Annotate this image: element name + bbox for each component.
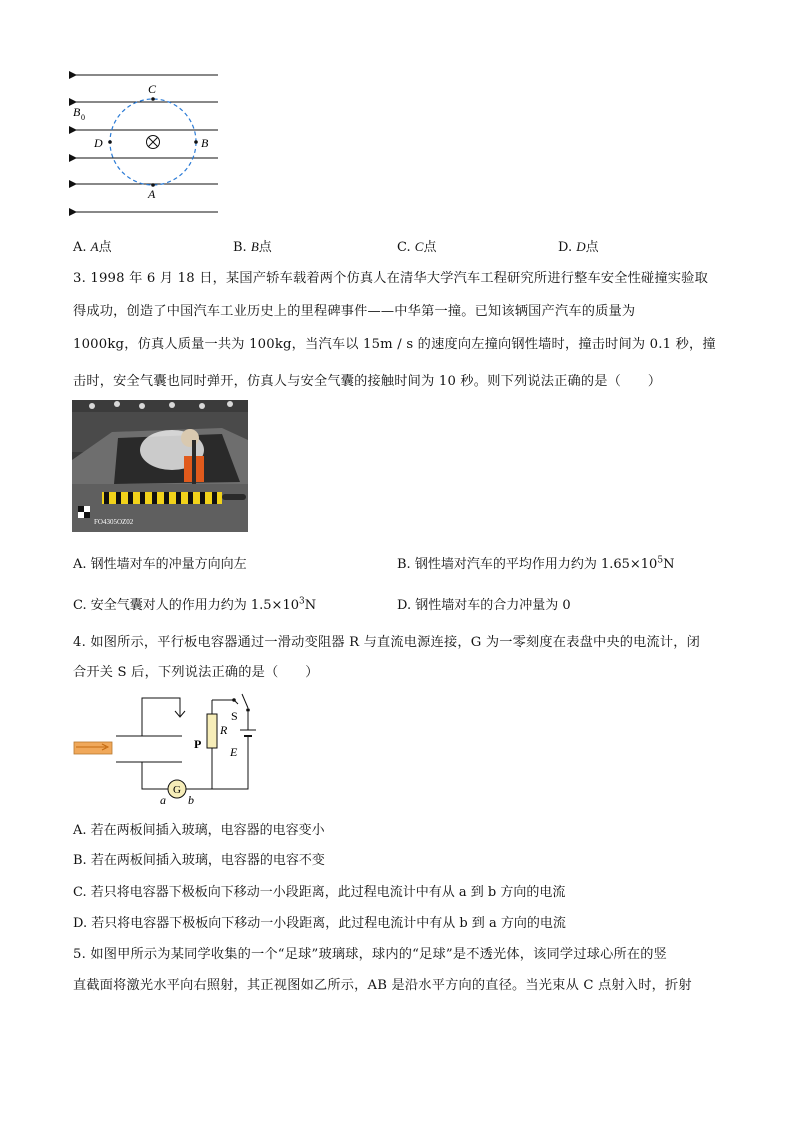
switch-blade (242, 694, 248, 708)
q3-line-2: 得成功，创造了中国汽车工业历史上的里程碑事件——中华第一撞。已知该辆国产汽车的质量为 (73, 304, 636, 319)
q3-line-3: 1000kg，仿真人质量一共为 100kg，当汽车以 15m / s 的速度向左撞向钢性墙时，撞击时间为 0.1 秒，撞 (73, 337, 716, 352)
q3-option-d[interactable]: D. 钢性墙对车的合力冲量为 0 (397, 598, 571, 613)
q4-line-2: 合开关 S 后，下列说法正确的是（ ） (73, 665, 319, 680)
q2-option-a[interactable]: A. A点 (73, 239, 112, 255)
label-A: A (148, 187, 156, 201)
q3-option-b[interactable]: B. 钢性墙对汽车的平均作用力约为 $1.65\times 10^5N$ (397, 555, 675, 572)
q2-option-c[interactable]: C. C点 (397, 239, 437, 255)
photo-code: FO4305OZ02 (94, 518, 134, 526)
target-marker (78, 506, 90, 518)
door-handle (222, 494, 246, 500)
q3-option-c[interactable]: C. 安全气囊对人的作用力约为 $1.5\times 10^3N$ (73, 596, 317, 613)
point-B (194, 140, 198, 144)
label-S: S (231, 709, 238, 723)
q2-option-d[interactable]: D. D点 (558, 239, 599, 255)
q4-option-b[interactable]: B. 若在两板间插入玻璃，电容器的电容不变 (73, 853, 325, 868)
capacitor-circuit-figure (70, 690, 270, 808)
q5-line-2: 直截面将激光水平向右照射，其正视图如乙所示，AB 是沿水平方向的直径。当光束从 C 点射入时，折射 (73, 978, 692, 993)
dummy-head (181, 429, 199, 447)
label-B0: B (73, 105, 81, 119)
b-pillar (192, 440, 196, 486)
q5-line-1: 5. 如图甲所示为某同学收集的一个“足球”玻璃球，球内的“足球”是不透光体，该同学过球心所在的竖 (73, 947, 668, 962)
point-C (151, 97, 155, 101)
into-page-symbol (147, 136, 160, 149)
crash-test-photo (72, 400, 248, 532)
crash-photo-drawing (72, 400, 248, 532)
q4-option-d[interactable]: D. 若只将电容器下极板向下移动一小段距离，此过程电流计中有从 b 到 a 方向的电流 (73, 916, 566, 931)
q3-option-a[interactable]: A. 钢性墙对车的冲量方向向左 (73, 557, 247, 572)
q3-line-1: 3. 1998 年 6 月 18 日，某国产轿车载着两个仿真人在清华大学汽车工程研究所进行整车安全性碰撞实验取 (73, 271, 708, 286)
label-C: C (148, 82, 157, 96)
label-E: E (230, 745, 238, 759)
label-D: D (94, 136, 103, 150)
label-B0-sub: 0 (81, 113, 85, 122)
q2-option-b[interactable]: B. B点 (233, 239, 272, 255)
label-a: a (160, 793, 166, 807)
label-G: G (173, 784, 181, 796)
bottom-wire-left (142, 762, 168, 789)
top-wire (142, 698, 180, 736)
label-P: P (194, 737, 202, 751)
q4-option-c[interactable]: C. 若只将电容器下极板向下移动一小段距离，此过程电流计中有从 a 到 b 方向的电流 (73, 885, 566, 900)
rheostat (207, 714, 217, 748)
q3-line-4: 击时，安全气囊也同时弹开，仿真人与安全气囊的接触时间为 10 秒。则下列说法正确的是（ ） (73, 374, 662, 389)
label-B: B (201, 136, 209, 150)
label-b: b (188, 793, 194, 807)
point-D (108, 140, 112, 144)
label-R: R (220, 723, 228, 737)
magnetic-field-figure (66, 66, 226, 222)
q4-option-a[interactable]: A. 若在两板间插入玻璃，电容器的电容变小 (73, 823, 325, 838)
q4-line-1: 4. 如图所示，平行板电容器通过一滑动变阻器 R 与直流电源连接，G 为一零刻度在表盘中央的电流计，闭 (73, 635, 701, 650)
